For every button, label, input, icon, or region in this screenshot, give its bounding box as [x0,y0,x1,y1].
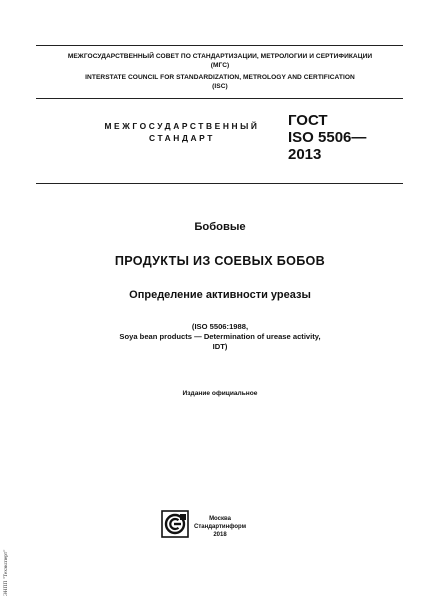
gost-label: ГОСТ [288,112,328,129]
bottom-rule [36,183,403,184]
iso-reference-line1: (ISO 5506:1988, [191,322,249,331]
top-rule [36,45,403,46]
iso-reference-line2: Soya bean products — Determination of urease activity, [119,332,321,341]
iso-reference-line3: IDT) [212,342,228,351]
publisher-name: Стандартинформ [194,524,247,530]
gost-number: ISO 5506— [288,129,367,146]
publisher-city: Москва [209,516,231,522]
gost-year: 2013 [288,146,322,163]
iso-reference [60,322,380,352]
council-abbr-ru: (МГС) [210,62,230,69]
standard-kind [102,120,262,144]
council-abbr-en: (ISC) [212,83,228,90]
gost-designation [288,112,366,163]
standartinform-logo-icon [161,510,189,538]
edition-note: Издание официальное [182,390,258,397]
council-name-ru: МЕЖГОСУДАРСТВЕННЫЙ СОВЕТ ПО СТАНДАРТИЗАЦИИ, МЕТРОЛОГИИ И СЕРТИФИКАЦИИ [67,53,373,60]
document-group-title: Бобовые [194,221,246,233]
document-subtitle: Определение активности уреазы [129,289,311,301]
middle-rule [36,98,403,99]
standard-kind-line1: МЕЖГОСУДАРСТВЕННЫЙ [104,121,260,131]
publisher-block [194,515,246,539]
council-name-en: INTERSTATE COUNCIL FOR STANDARDIZATION, METROLOGY AND CERTIFICATION [85,74,355,81]
document-main-title: ПРОДУКТЫ ИЗ СОЕВЫХ БОБОВ [114,254,326,268]
standard-kind-line2: СТАНДАРТ [149,133,215,143]
publisher-year: 2018 [213,532,227,538]
side-stamp: ЭНПП "Техэксперт" [3,549,9,596]
